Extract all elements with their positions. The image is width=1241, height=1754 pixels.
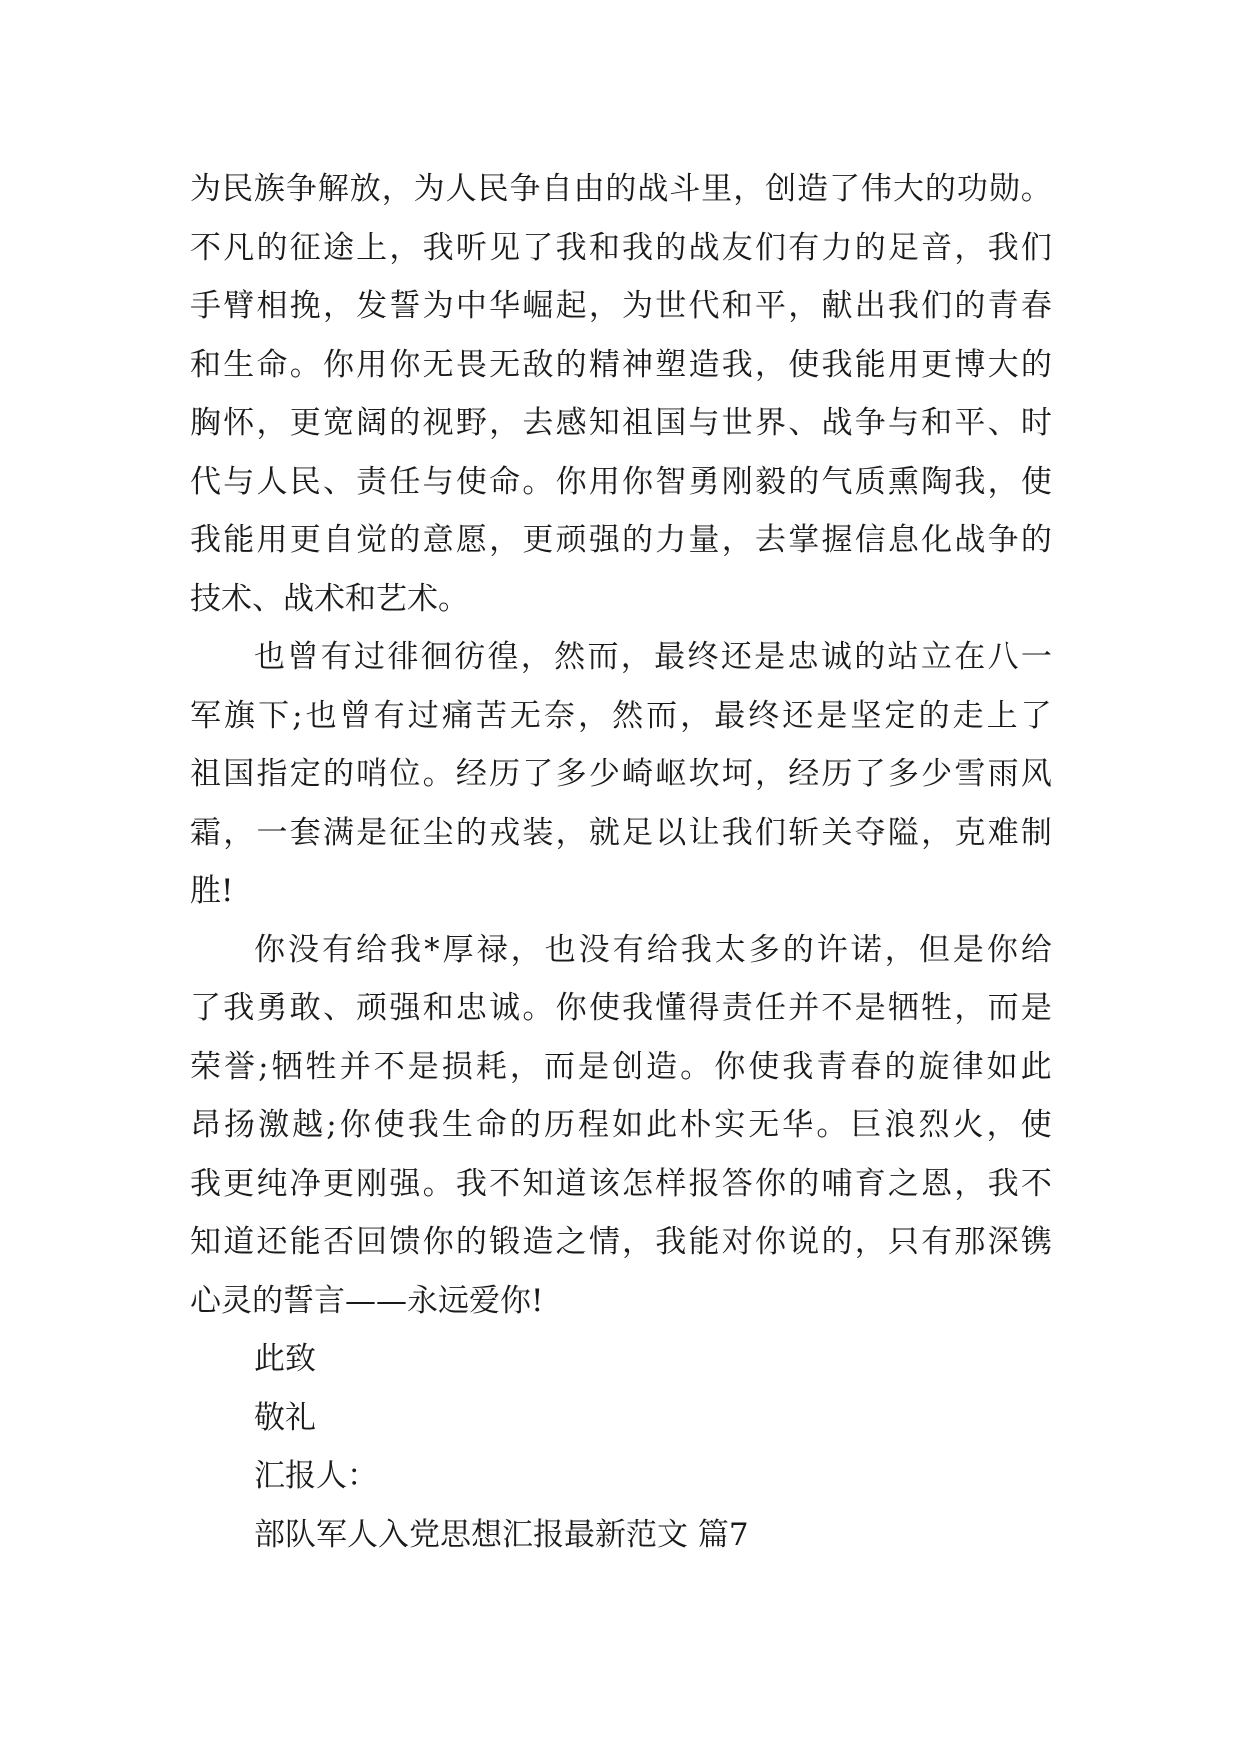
text-line: 荣 誉 ; 牺 牲 并 不 是 损 耗 ， 而 是 创 造 。 你 使 我 青 春 的 旋 律 如 此: [190, 1048, 1052, 1085]
letter-body: [190, 160, 1052, 1564]
text-line: 此致: [254, 1341, 316, 1377]
text-line: 我 能 用 更 自 觉 的 意 愿 ， 更 顽 强 的 力 量 ， 去 掌 握 信 息 化 战 争 的: [190, 522, 1052, 558]
text-line: 知 道 还 能 否 回 馈 你 的 锻 造 之 情 ， 我 能 对 你 说 的 ， 只 有 那 深 镌: [190, 1224, 1052, 1260]
text-line: 我 更 纯 净 更 刚 强 。 我 不 知 道 该 怎 样 报 答 你 的 哺 育 之 恩 ， 我 不: [190, 1165, 1052, 1202]
text-line: 汇报人：: [254, 1458, 378, 1494]
text-line: 霜 ， 一 套 满 是 征 尘 的 戎 装 ， 就 足 以 让 我 们 斩 关 夺 隘 ， 克 难 制: [190, 814, 1052, 851]
text-line: 昂 扬 激 越 ; 你 使 我 生 命 的 历 程 如 此 朴 实 无 华 。 巨 浪 烈 火 ， 使: [190, 1107, 1052, 1143]
text-line: 也 曾 有 过 徘 徊 彷 徨 ， 然 而 ， 最 终 还 是 忠 诚 的 站 立 在 八 一: [254, 639, 1052, 675]
text-line: 胜!: [190, 873, 234, 909]
text-line: 不 凡 的 征 途 上 ， 我 听 见 了 我 和 我 的 战 友 们 有 力 的 足 音 ， 我 们: [190, 229, 1052, 266]
text-line: 为 民 族 争 解 放 ， 为 人 民 争 自 由 的 战 斗 里 ， 创 造 了 伟 大 的 功 勋 。: [190, 171, 1052, 207]
text-line: 军 旗 下 ; 也 曾 有 过 痛 苦 无 奈 ， 然 而 ， 最 终 还 是 坚 定 的 走 上 了: [190, 697, 1052, 734]
text-line: 你 没 有 给 我 * 厚 禄 ， 也 没 有 给 我 太 多 的 许 诺 ， 但 是 你 给: [254, 931, 1052, 968]
text-line: 了 我 勇 敢 、 顽 强 和 忠 诚 。 你 使 我 懂 得 责 任 并 不 是 牺 牲 ， 而 是: [190, 990, 1052, 1026]
text-line: 心灵的誓言——永远爱你!: [190, 1282, 544, 1319]
text-line: 手 臂 相 挽 ， 发 誓 为 中 华 崛 起 ， 为 世 代 和 平 ， 献 出 我 们 的 青 春: [190, 288, 1052, 324]
text-line: 部队军人入党思想汇报最新范文 篇7: [254, 1516, 749, 1553]
text-line: 敬礼: [254, 1399, 316, 1436]
text-line: 祖 国 指 定 的 哨 位 。 经 历 了 多 少 崎 岖 坎 坷 ， 经 历 了 多 少 雪 雨 风: [190, 756, 1052, 792]
text-line: 技术、战术和艺术。: [190, 580, 469, 617]
text-line: 胸 怀 ， 更 宽 阔 的 视 野 ， 去 感 知 祖 国 与 世 界 、 战 争 与 和 平 、 时: [190, 405, 1052, 441]
text-line: 代 与 人 民 、 责 任 与 使 命 。 你 用 你 智 勇 刚 毅 的 气 质 熏 陶 我 ， 使: [190, 463, 1052, 500]
text-line: 和 生 命 。 你 用 你 无 畏 无 敌 的 精 神 塑 造 我 ， 使 我 能 用 更 博 大 的: [190, 346, 1052, 383]
